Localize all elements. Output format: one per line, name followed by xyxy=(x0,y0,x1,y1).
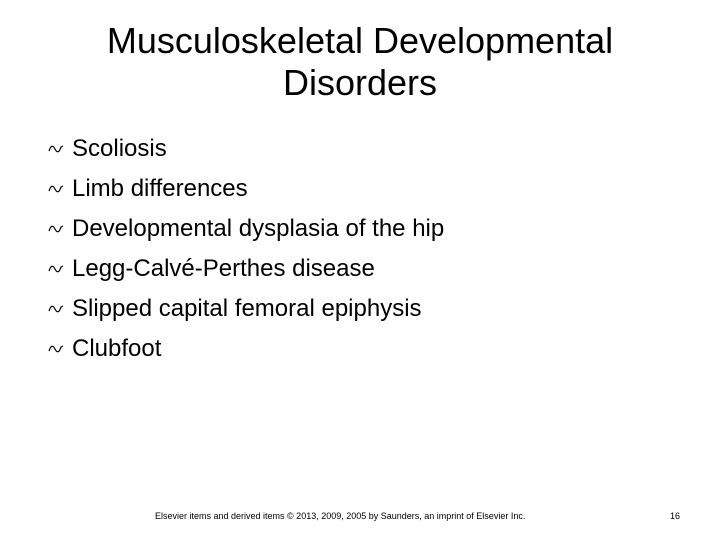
bullet-text: Limb differences xyxy=(72,175,248,202)
wavy-bullet-icon xyxy=(48,344,64,354)
slide-title-line-1: Musculoskeletal Developmental xyxy=(106,20,614,61)
wavy-bullet-icon xyxy=(48,304,64,314)
wavy-bullet-icon xyxy=(48,144,64,154)
wavy-bullet-icon xyxy=(48,184,64,194)
slide-title xyxy=(40,20,680,104)
wavy-bullet-icon xyxy=(48,264,64,274)
bullet-text: Slipped capital femoral epiphysis xyxy=(72,295,422,322)
copyright-footer: Elsevier items and derived items © 2013, 2009, 2005 by Saunders, an imprint of Elsevier Inc. xyxy=(155,511,526,521)
bullet-text: Developmental dysplasia of the hip xyxy=(72,215,445,242)
bullet-item xyxy=(48,129,444,169)
bullet-item xyxy=(48,249,444,289)
bullet-text: Clubfoot xyxy=(72,335,162,362)
wavy-bullet-icon xyxy=(48,224,64,234)
bullet-item xyxy=(48,209,444,249)
bullet-item xyxy=(48,329,444,369)
bullet-item xyxy=(48,169,444,209)
bullet-list xyxy=(48,129,444,369)
bullet-text: Legg-Calvé-Perthes disease xyxy=(72,255,375,282)
page-number: 16 xyxy=(669,511,680,521)
slide-title-line-2: Disorders xyxy=(282,62,438,103)
bullet-item xyxy=(48,289,444,329)
bullet-text: Scoliosis xyxy=(72,135,167,162)
